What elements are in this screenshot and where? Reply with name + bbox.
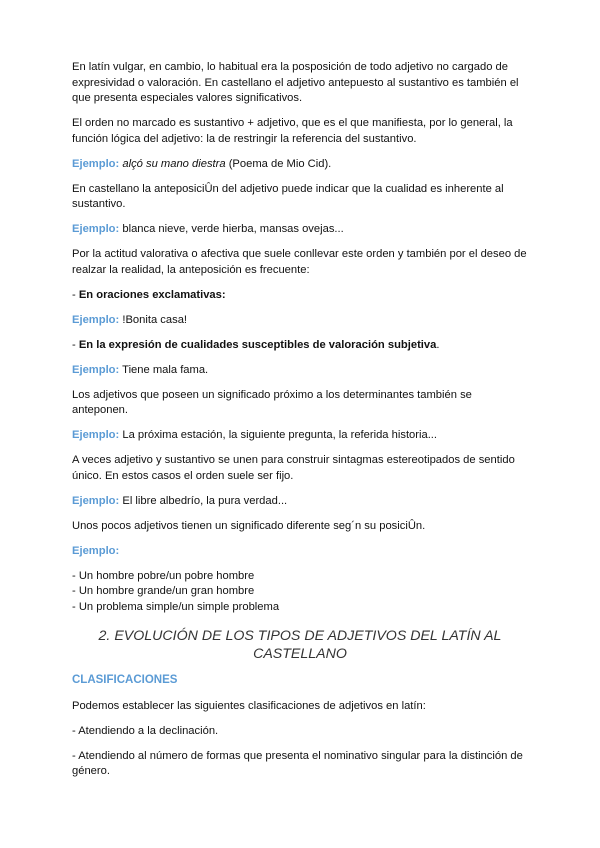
example-italic: alçó su mano diestra (122, 157, 226, 170)
bullet-dash: - (72, 338, 79, 351)
example-list (72, 569, 528, 616)
paragraph: A veces adjetivo y sustantivo se unen para construir sintagmas estereotipados de sentido único. En estos casos el orden suele ser fijo. (72, 454, 515, 482)
example-text: La próxima estación, la siguiente pregunta, la referida historia... (119, 429, 438, 441)
example-label: Ejemplo: (72, 313, 120, 326)
example-text: Tiene mala fama. (119, 363, 209, 376)
list-item: - Un hombre pobre/un pobre hombre (72, 569, 255, 582)
paragraph: - Atendiendo a la declinación. (72, 724, 219, 737)
example-line (72, 313, 528, 329)
example-label: Ejemplo: (72, 429, 120, 441)
example-text: El libre albedrío, la pura verdad... (119, 494, 288, 507)
subheading: CLASIFICACIONES (72, 674, 178, 686)
section-title-line1: 2. EVOLUCIÓN DE LOS TIPOS DE ADJETIVOS DEL LATÍN AL (98, 628, 502, 644)
bullet-dash: - (72, 288, 79, 301)
paragraph: Los adjetivos que poseen un significado próximo a los determinantes también se anteponen. (72, 388, 472, 416)
paragraph: En latín vulgar, en cambio, lo habitual era la posposición de todo adjetivo no cargado de expresividad o valoración. En castellano el adjetivo antepuesto al sustantivo es también el que presenta especiales valores significativos. (72, 61, 519, 104)
section-title (72, 627, 528, 663)
example-text: (Poema de Mio Cid). (225, 157, 332, 170)
example-label: Ejemplo: (72, 363, 120, 376)
document-page (72, 60, 528, 789)
paragraph: En castellano la anteposiciÛn del adjetivo puede indicar que la cualidad es inherente al sustantivo. (72, 182, 504, 210)
bullet-bold-text: En oraciones exclamativas: (78, 288, 226, 301)
paragraph: Unos pocos adjetivos tienen un significado diferente seg´n su posiciÛn. (72, 519, 426, 532)
paragraph: - Atendiendo al número de formas que presenta el nominativo singular para la distinción de género. (72, 749, 523, 777)
list-item: - Un problema simple/un simple problema (72, 600, 280, 613)
example-line (72, 494, 528, 510)
bullet-heading (72, 288, 528, 304)
example-line (72, 222, 528, 238)
example-label: Ejemplo: (72, 223, 120, 235)
paragraph: Podemos establecer las siguientes clasificaciones de adjetivos en latín: (72, 699, 426, 712)
example-text: !Bonita casa! (119, 313, 188, 326)
bullet-end: . (436, 338, 440, 351)
list-item: - Un hombre grande/un gran hombre (72, 585, 255, 597)
paragraph: El orden no marcado es sustantivo + adjetivo, que es el que manifiesta, por lo general, la función lógica del adjetivo: la de restringir la referencia del sustantivo. (72, 117, 513, 145)
example-text: blanca nieve, verde hierba, mansas ovejas... (119, 223, 344, 235)
example-line (72, 544, 528, 560)
example-line (72, 157, 528, 173)
example-label: Ejemplo: (72, 494, 120, 507)
example-label: Ejemplo: (72, 157, 120, 170)
example-line (72, 363, 528, 379)
paragraph: Por la actitud valorativa o afectiva que suele conllevar este orden y también por el deseo de realzar la realidad, la anteposición es frecuente: (72, 248, 527, 276)
example-line (72, 428, 528, 444)
section-title-line2: CASTELLANO (253, 646, 347, 662)
example-label: Ejemplo: (72, 544, 120, 557)
bullet-heading (72, 338, 528, 354)
bullet-bold-text: En la expresión de cualidades susceptibles de valoración subjetiva (78, 338, 437, 351)
